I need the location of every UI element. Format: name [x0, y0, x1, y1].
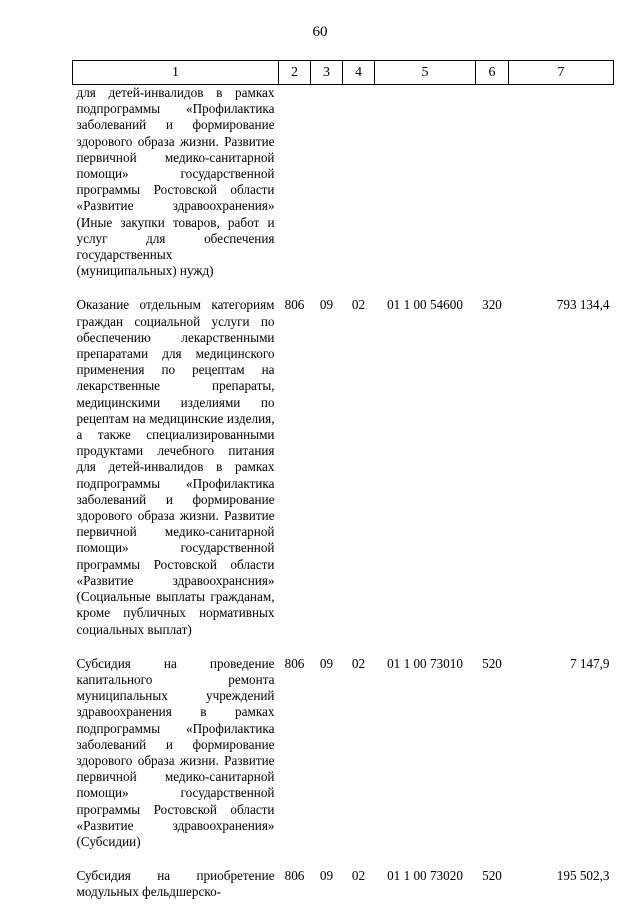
cell-amount: 793 134,4 [556, 297, 610, 313]
cell-amount [509, 85, 614, 298]
column-header-3: 3 [311, 61, 343, 85]
table-row [73, 868, 614, 918]
column-header-2: 2 [279, 61, 311, 85]
page-number: 60 [312, 24, 328, 40]
cell-expense-type: 520 [482, 655, 502, 671]
cell-subsection: 02 [351, 655, 366, 671]
table-header-row [73, 61, 614, 85]
cell-ministry [279, 85, 311, 298]
row-description: для детей-инвалидов в рамках подпрограммы «Профилактика заболеваний и формирование здорового образа жизни. Развитие первичной медико-санитарной помощи» государственной программы Ростовской области «Развитие здравоохранения» (Иные закупки товаров, работ и услуг для обеспечения государственных (муниципальных) нужд) [76, 85, 275, 279]
cell-ministry: 806 [284, 655, 305, 671]
cell-target-article [375, 85, 476, 298]
table-row [73, 656, 614, 868]
cell-target-article: 01 1 00 54600 [387, 297, 463, 313]
cell-target-article: 01 1 00 73020 [387, 868, 463, 884]
cell-target-article: 01 1 00 73010 [387, 655, 463, 671]
cell-section: 09 [319, 868, 334, 884]
cell-section: 09 [319, 297, 334, 313]
table-row [73, 297, 614, 655]
column-header-1: 1 [73, 61, 279, 85]
row-description: Субсидия на приобретение модульных фельдшерско- [76, 868, 275, 900]
cell-amount: 7 147,9 [569, 655, 610, 671]
cell-subsection: 02 [351, 868, 366, 884]
cell-ministry: 806 [284, 868, 305, 884]
column-header-4: 4 [343, 61, 375, 85]
column-header-6: 6 [476, 61, 509, 85]
budget-table [72, 60, 614, 919]
table-row [73, 85, 614, 298]
cell-expense-type: 320 [482, 297, 502, 313]
row-description: Субсидия на проведение капитального ремонта муниципальных учреждений здравоохранения в рамках подпрограммы «Профилактика заболеваний и формирование здорового образа жизни. Развитие первичной медико-санитарной помощи» государственной программы Ростовской области «Развитие здравоохранения» (Субсидии) [76, 655, 275, 849]
cell-amount: 195 502,3 [556, 868, 610, 884]
cell-ministry: 806 [284, 297, 305, 313]
column-header-7: 7 [509, 61, 614, 85]
cell-section: 09 [319, 655, 334, 671]
cell-subsection: 02 [351, 297, 366, 313]
cell-expense-type: 520 [482, 868, 502, 884]
cell-expense-type [476, 85, 509, 298]
cell-subsection [343, 85, 375, 298]
row-description: Оказание отдельным категориям граждан социальной услуги по обеспечению лекарственными препаратами для медицинского применения по рецептам на лекарственные препараты, медицинскими изделиями по рецептам на медицинские изделия, а также специализированными продуктами лечебного питания для детей-инвалидов в рамках подпрограммы «Профилактика заболеваний и формирование здорового образа жизни. Развитие первичной медико-санитарной помощи» государственной программы Ростовской области «Развитие здравоохрансния» (Социальные выплаты гражданам, кроме публичных нормативных социальных выплат) [76, 297, 275, 637]
column-header-5: 5 [375, 61, 476, 85]
cell-section [311, 85, 343, 298]
